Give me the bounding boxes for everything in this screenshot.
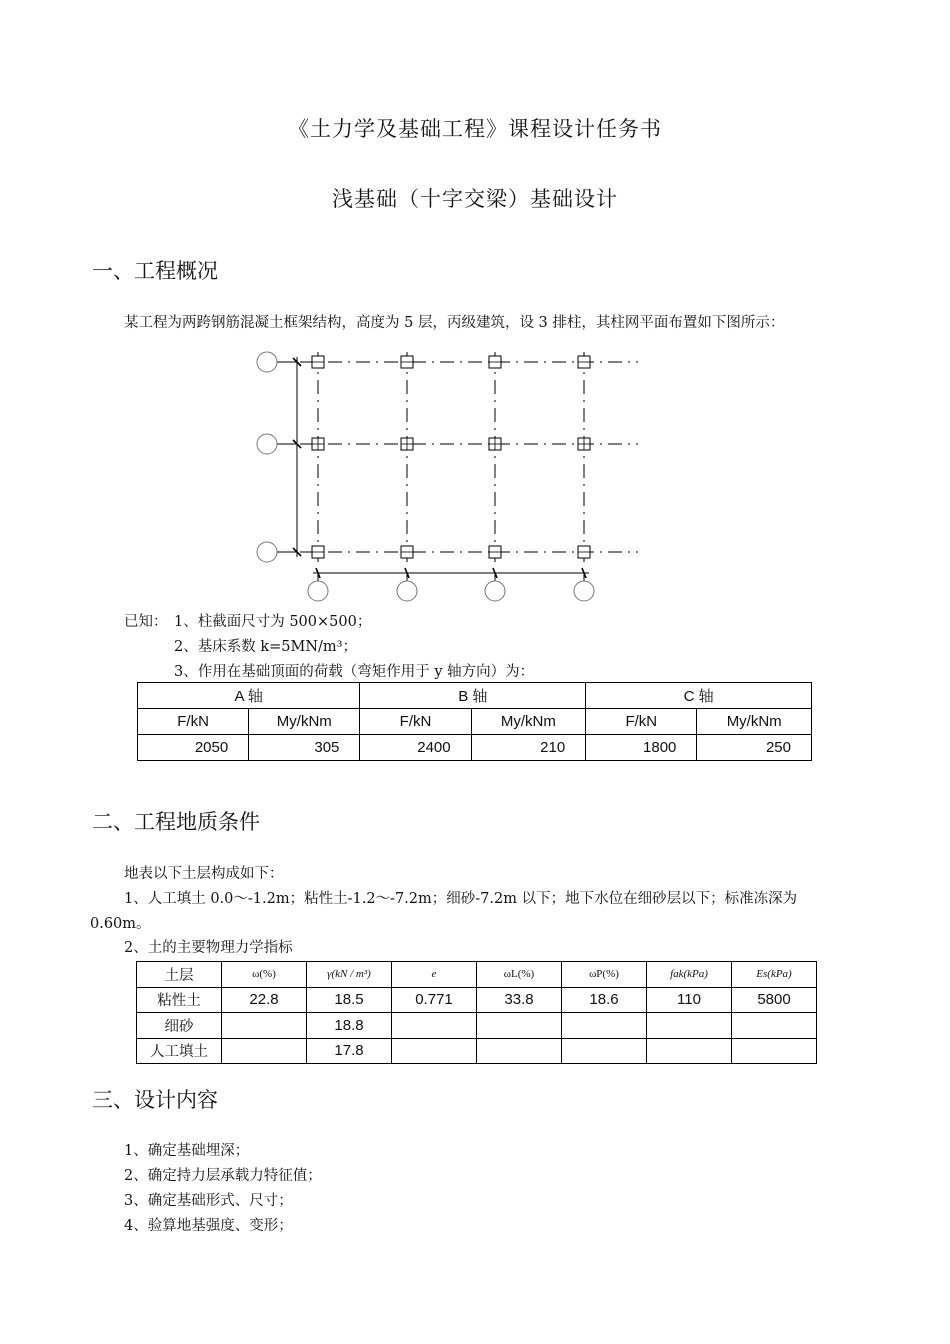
table-cell: 1800: [586, 735, 697, 761]
table-column-header: e: [392, 962, 477, 988]
table-cell: [647, 1013, 732, 1039]
table-cell: [477, 1013, 562, 1039]
geology-item-1-line-2: 0.60m。: [90, 916, 151, 932]
table-cell: [477, 1038, 562, 1064]
known-prefix: 已知：: [124, 614, 168, 630]
document-title: 《土力学及基础工程》课程设计任务书: [288, 117, 662, 141]
table-cell: 18.8: [307, 1013, 392, 1039]
table-column-header: My/kNm: [697, 709, 812, 735]
table-cell: 33.8: [477, 987, 562, 1013]
geology-item-1-line-1: 1、人工填土 0.0～-1.2m；粘性土-1.2～-7.2m；细砂-7.2m 以下；地下水位在细砂层以下；标准冻深为: [124, 891, 798, 907]
design-item-3: 3、确定基础形式、尺寸；: [124, 1193, 293, 1209]
axis-bubble: [257, 434, 277, 454]
table-column-header: F/kN: [138, 709, 249, 735]
table-row: [137, 1013, 817, 1039]
table-column-header: 土层: [137, 962, 222, 988]
table-column-header: My/kNm: [471, 709, 586, 735]
axis-bubble: [397, 581, 417, 601]
section-heading-geology: 二、工程地质条件: [92, 810, 260, 834]
table-cell: [732, 1038, 817, 1064]
table-cell: 粘性土: [137, 987, 222, 1013]
table-cell: 110: [647, 987, 732, 1013]
table-column-header: γ(kN / m³): [307, 962, 392, 988]
axis-bubble: [257, 542, 277, 562]
overview-paragraph: 某工程为两跨钢筋混凝土框架结构，高度为 5 层，丙级建筑，设 3 排柱，其柱网平面布置如下图所示：: [124, 315, 785, 331]
table-row: [137, 987, 817, 1013]
known-item-3: 3、作用在基础顶面的荷载（弯矩作用于 y 轴方向）为：: [174, 664, 535, 680]
table-cell: 18.6: [562, 987, 647, 1013]
table-cell: [222, 1038, 307, 1064]
table-cell: 细砂: [137, 1013, 222, 1039]
table-cell: 人工填土: [137, 1038, 222, 1064]
column-grid-plan: [250, 340, 650, 610]
table-cell: [562, 1013, 647, 1039]
table-column-header: ωP(%): [562, 962, 647, 988]
design-item-2: 2、确定持力层承载力特征值；: [124, 1168, 322, 1184]
table-cell: 5800: [732, 987, 817, 1013]
geology-intro: 地表以下土层构成如下：: [124, 866, 284, 882]
table-row: [137, 1038, 817, 1064]
table-cell: 18.5: [307, 987, 392, 1013]
table-cell: 0.771: [392, 987, 477, 1013]
table-cell: [392, 1038, 477, 1064]
table-header-group: A 轴: [138, 683, 360, 709]
table-cell: 305: [249, 735, 360, 761]
table-cell: 2050: [138, 735, 249, 761]
axis-bubble: [308, 581, 328, 601]
table-cell: 2400: [360, 735, 471, 761]
table-header-group: B 轴: [360, 683, 586, 709]
table-cell: 22.8: [222, 987, 307, 1013]
load-table: [137, 682, 812, 761]
table-column-header: My/kNm: [249, 709, 360, 735]
table-cell: [732, 1013, 817, 1039]
table-header-group: C 轴: [586, 683, 812, 709]
known-item-2: 2、基床系数 k=5MN/m³；: [174, 639, 357, 655]
section-heading-design: 三、设计内容: [92, 1088, 218, 1112]
axis-bubble: [574, 581, 594, 601]
table-column-header: ωL(%): [477, 962, 562, 988]
geology-item-2: 2、土的主要物理力学指标: [124, 940, 293, 956]
axis-bubble: [257, 352, 277, 372]
table-column-header: F/kN: [586, 709, 697, 735]
axis-bubble: [485, 581, 505, 601]
table-cell: [222, 1013, 307, 1039]
table-column-header: ω(%): [222, 962, 307, 988]
table-column-header: fak(kPa): [647, 962, 732, 988]
soil-properties-table: [136, 961, 817, 1064]
table-cell: 210: [471, 735, 586, 761]
design-item-4: 4、验算地基强度、变形；: [124, 1218, 293, 1234]
table-cell: 17.8: [307, 1038, 392, 1064]
table-cell: [647, 1038, 732, 1064]
table-cell: [392, 1013, 477, 1039]
document-subtitle: 浅基础（十字交梁）基础设计: [332, 187, 618, 211]
table-cell: [562, 1038, 647, 1064]
table-cell: 250: [697, 735, 812, 761]
section-heading-overview: 一、工程概况: [92, 259, 218, 283]
table-column-header: Es(kPa): [732, 962, 817, 988]
table-column-header: F/kN: [360, 709, 471, 735]
design-item-1: 1、确定基础埋深；: [124, 1143, 250, 1159]
table-row: [138, 735, 812, 761]
known-item-1: 1、柱截面尺寸为 500×500；: [174, 614, 372, 630]
